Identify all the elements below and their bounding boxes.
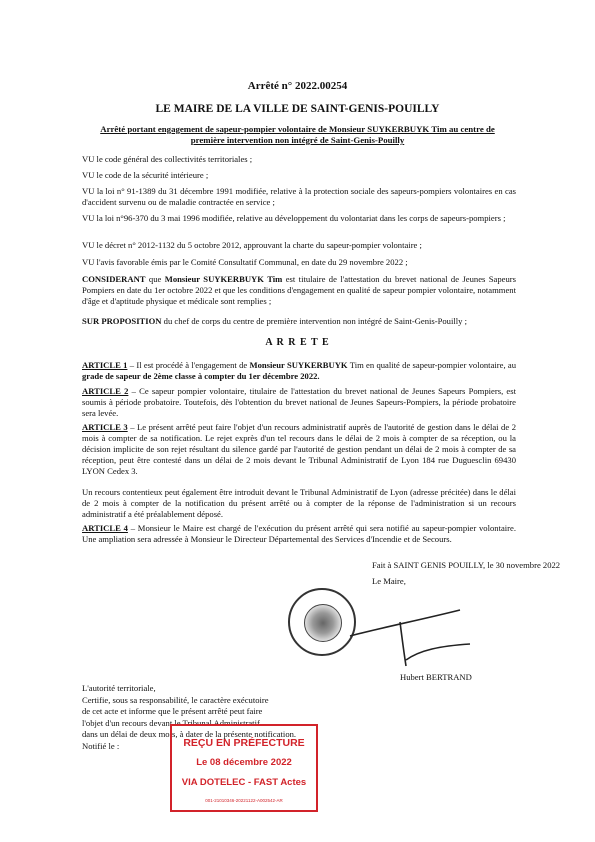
arrete-heading: A R R E T E [265, 337, 330, 348]
article-1-name: Monsieur SUYKERBUYK [249, 360, 348, 370]
considerant [82, 274, 516, 307]
visa-loi-1991: VU la loi n° 91-1389 du 31 décembre 1991 modifiée, relative à la protection sociale des sapeurs-pompiers volontaires en cas d'accident survenu ou de maladie contractée en service ; [82, 186, 516, 207]
article-1-grade: grade de sapeur de 2ème classe à compter du 1er décembre 2022. [82, 371, 320, 381]
article-4-label: ARTICLE 4 [82, 523, 128, 533]
considerant-text-a: que [145, 274, 165, 284]
visa-loi-1996: VU la loi n°96-370 du 3 mai 1996 modifiée, relative au développement du volontariat dans les corps de sapeurs-pompiers ; [82, 213, 506, 223]
prefecture-stamp [170, 724, 318, 812]
proposition [82, 316, 516, 327]
visa-securite: VU le code de la sécurité intérieure ; [82, 170, 209, 180]
article-1 [82, 360, 516, 382]
proposition-text: du chef de corps du centre de première intervention non intégré de Saint-Genis-Pouilly ; [161, 316, 467, 326]
authority-title: LE MAIRE DE LA VILLE DE SAINT-GENIS-POUILLY [155, 103, 440, 115]
handwritten-signature [340, 598, 490, 668]
decree-number: Arrêté n° 2022.00254 [247, 80, 348, 92]
article-2-label: ARTICLE 2 [82, 386, 129, 396]
visa-cgct: VU le code général des collectivités territoriales ; [82, 154, 253, 164]
considerant-label: CONSIDERANT [82, 274, 146, 284]
certification-line-5: dans un délai de deux mois, à dater de la présente notification. [82, 729, 297, 739]
considerant-text-b: est titulaire de l'attestation du brevet national de Jeunes Sapeurs Pompiers en date du 1er octobre 2022 et que les conditions d'engagement en qualité de sapeur pompier volontaire, notamment d'âge et d'aptitude physique et médicale sont remplies ; [82, 274, 516, 306]
signatory-role: Le Maire, [372, 576, 406, 586]
article-1-text-b: Tim en qualité de sapeur-pompier volontaire, au [347, 360, 517, 370]
certification-line-6: Notifié le : [82, 740, 120, 751]
stamp-line-3: VIA DOTELEC - FAST Actes [181, 777, 307, 788]
certification-line-4: l'objet d'un recours devant le Tribunal Administratif [82, 717, 260, 728]
place-date: Fait à SAINT GENIS POUILLY, le 30 novembre 2022 [372, 560, 561, 570]
article-4-text: – Monsieur le Maire est chargé de l'exécution du présent arrêté qui sera notifié au sapeur-pompier volontaire. Une ampliation sera adressée à Monsieur le Directeur Départemental des Services d'Incendie et de Secours. [82, 523, 516, 544]
visa-avis: VU l'avis favorable émis par le Comité Consultatif Communal, en date du 29 novembre 2022 ; [82, 257, 408, 267]
certification-line-3: de cet acte et informe que le présent arrêté peut faire [82, 706, 263, 716]
subject-line-1: Arrêté portant engagement de sapeur-pompier volontaire de Monsieur SUYKERBUYK Tim au centre de [100, 124, 495, 134]
certification-line-1: L'autorité territoriale, [82, 683, 156, 693]
article-4 [82, 523, 516, 545]
signatory-name: Hubert BERTRAND [400, 672, 472, 682]
article-3 [82, 422, 516, 477]
article-2-text: – Ce sapeur pompier volontaire, titulaire de l'attestation du brevet national de Jeunes Sapeurs Pompiers, est soumis à période probatoire. Toutefois, dès l'obtention du brevet national de Jeunes Sapeurs-Pompiers, la période probatoire sera levée. [82, 386, 516, 418]
subject-line-2: première intervention non intégré de Saint-Genis-Pouilly [190, 135, 405, 145]
seal-emblem [304, 604, 342, 642]
stamp-line-1: REÇU EN PRÉFECTURE [183, 737, 305, 749]
article-3-text: – Le présent arrêté peut faire l'objet d'un recours administratif auprès de l'autorité de gestion dans le délai de 2 mois à compter de sa notification. Le rejet exprès d'un tel recours dans le délai de 2 mois à compter de sa réception, ou la décision implicite de son rejet résultant du silence gardé par l'autorité de gestion pendant un délai de 2 mois à compter de sa réception, peut être contesté dans un délai de 2 mois devant le Tribunal Administratif de Lyon 184 rue Duguesclin 69430 LYON Cedex 3. [82, 422, 516, 476]
stamp-line-4: 001-21010346-20221122-A002542-AR [205, 798, 283, 803]
stamp-line-2: Le 08 décembre 2022 [196, 757, 292, 768]
article-2 [82, 386, 516, 419]
decree-subject [70, 124, 525, 146]
article-3-recours: Un recours contentieux peut également être introduit devant le Tribunal Administratif de Lyon (adresse précitée) dans le délai de 2 mois à compter de la notification du présent arrêté ou à compter de la réponse de l'administration si un recours administratif a été préalablement déposé. [82, 487, 516, 519]
article-3-label: ARTICLE 3 [82, 422, 128, 432]
proposition-label: SUR PROPOSITION [82, 316, 162, 326]
article-1-text-a: – Il est procédé à l'engagement de [127, 360, 250, 370]
visa-decret-2012: VU le décret n° 2012-1132 du 5 octobre 2012, approuvant la charte du sapeur-pompier volontaire ; [82, 240, 422, 250]
certification-line-2: Certifie, sous sa responsabilité, le caractère exécutoire [82, 694, 269, 705]
considerant-name: Monsieur SUYKERBUYK Tim [164, 274, 283, 284]
article-1-label: ARTICLE 1 [82, 360, 128, 370]
